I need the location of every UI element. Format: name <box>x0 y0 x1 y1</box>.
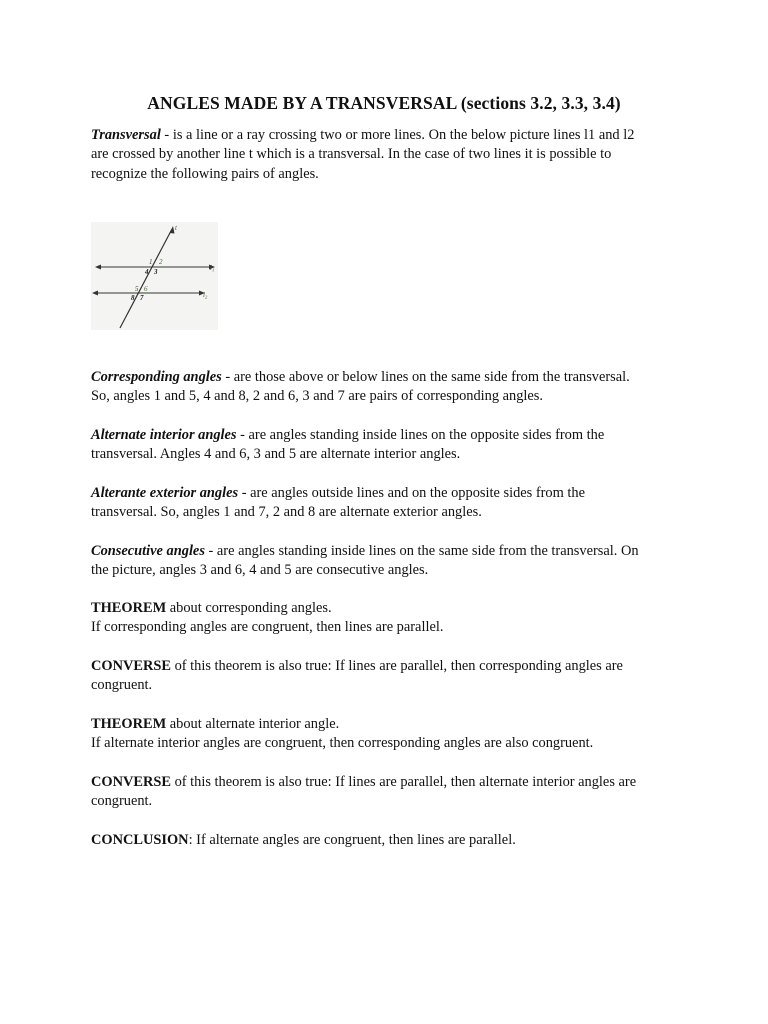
definition-text: recognize the following pairs of angles. <box>91 165 319 182</box>
page-title: ANGLES MADE BY A TRANSVERSAL (sections 3.2, 3.3, 3.4) <box>147 93 621 113</box>
theorem-keyword: THEOREM <box>91 716 167 732</box>
theorem-alternate-interior: THEOREM about alternate interior angle. If alternate interior angles are congruent, then corresponding angles are also congruent. <box>91 716 594 752</box>
angle-2-label: 2 <box>159 258 163 266</box>
angle-6-label: 6 <box>144 285 148 293</box>
transversal-definition <box>91 126 681 184</box>
label-l1: $l_1$ <box>210 264 215 273</box>
angle-4-label: 4 <box>145 268 149 276</box>
converse-alternate-interior: CONVERSE of this theorem is also true: If lines are parallel, then alternate interior angles are congruent. <box>91 774 637 810</box>
term-consecutive: Consecutive angles <box>91 543 205 559</box>
converse-keyword: CONVERSE <box>91 774 171 790</box>
theorem-keyword: THEOREM <box>91 600 167 616</box>
angle-8-label: 8 <box>131 294 135 302</box>
term-alternate-interior: Alternate interior angles <box>91 427 237 443</box>
diagram-background <box>91 222 218 330</box>
corresponding-angles-definition: Corresponding angles - are those above or below lines on the same side from the transversal. So, angles 1 and 5, 4 and 8, 2 and 6, 3 and 7 are pairs of corresponding angles. <box>91 369 630 405</box>
consecutive-angles-definition: Consecutive angles - are angles standing inside lines on the same side from the transversal. On the picture, angles 3 and 6, 4 and 5 are consecutive angles. <box>91 543 639 579</box>
term-corresponding-angles: Corresponding angles <box>91 369 222 385</box>
term-alternate-exterior: Alterante exterior angles <box>91 485 239 501</box>
label-l2: $l_2$ <box>203 291 208 300</box>
term-transversal: Transversal <box>91 127 161 143</box>
theorem-corresponding: THEOREM about corresponding angles. If corresponding angles are congruent, then lines are parallel. <box>91 600 444 636</box>
converse-corresponding: CONVERSE of this theorem is also true: If lines are parallel, then corresponding angles are congruent. <box>91 658 623 694</box>
angle-1-label: 1 <box>149 258 153 266</box>
alternate-interior-definition: Alternate interior angles - are angles standing inside lines on the opposite sides from the transversal. Angles 4 and 6, 3 and 5 are alternate interior angles. <box>91 427 605 463</box>
transversal-diagram <box>91 222 218 330</box>
conclusion: CONCLUSION: If alternate angles are congruent, then lines are parallel. <box>91 832 516 848</box>
conclusion-keyword: CONCLUSION <box>91 832 189 848</box>
angle-7-label: 7 <box>140 294 144 302</box>
converse-keyword: CONVERSE <box>91 658 171 674</box>
definition-text: are crossed by another line t which is a transversal. In the case of two lines it is possible to <box>91 146 612 163</box>
angle-5-label: 5 <box>135 285 139 293</box>
alternate-exterior-definition: Alterante exterior angles - are angles outside lines and on the opposite sides from the transversal. So, angles 1 and 7, 2 and 8 are alternate exterior angles. <box>91 485 586 521</box>
label-t: t <box>175 224 177 232</box>
angle-3-label: 3 <box>154 268 158 276</box>
definition-text: - is a line or a ray crossing two or more lines. On the below picture lines l1 and l2 <box>160 127 635 143</box>
